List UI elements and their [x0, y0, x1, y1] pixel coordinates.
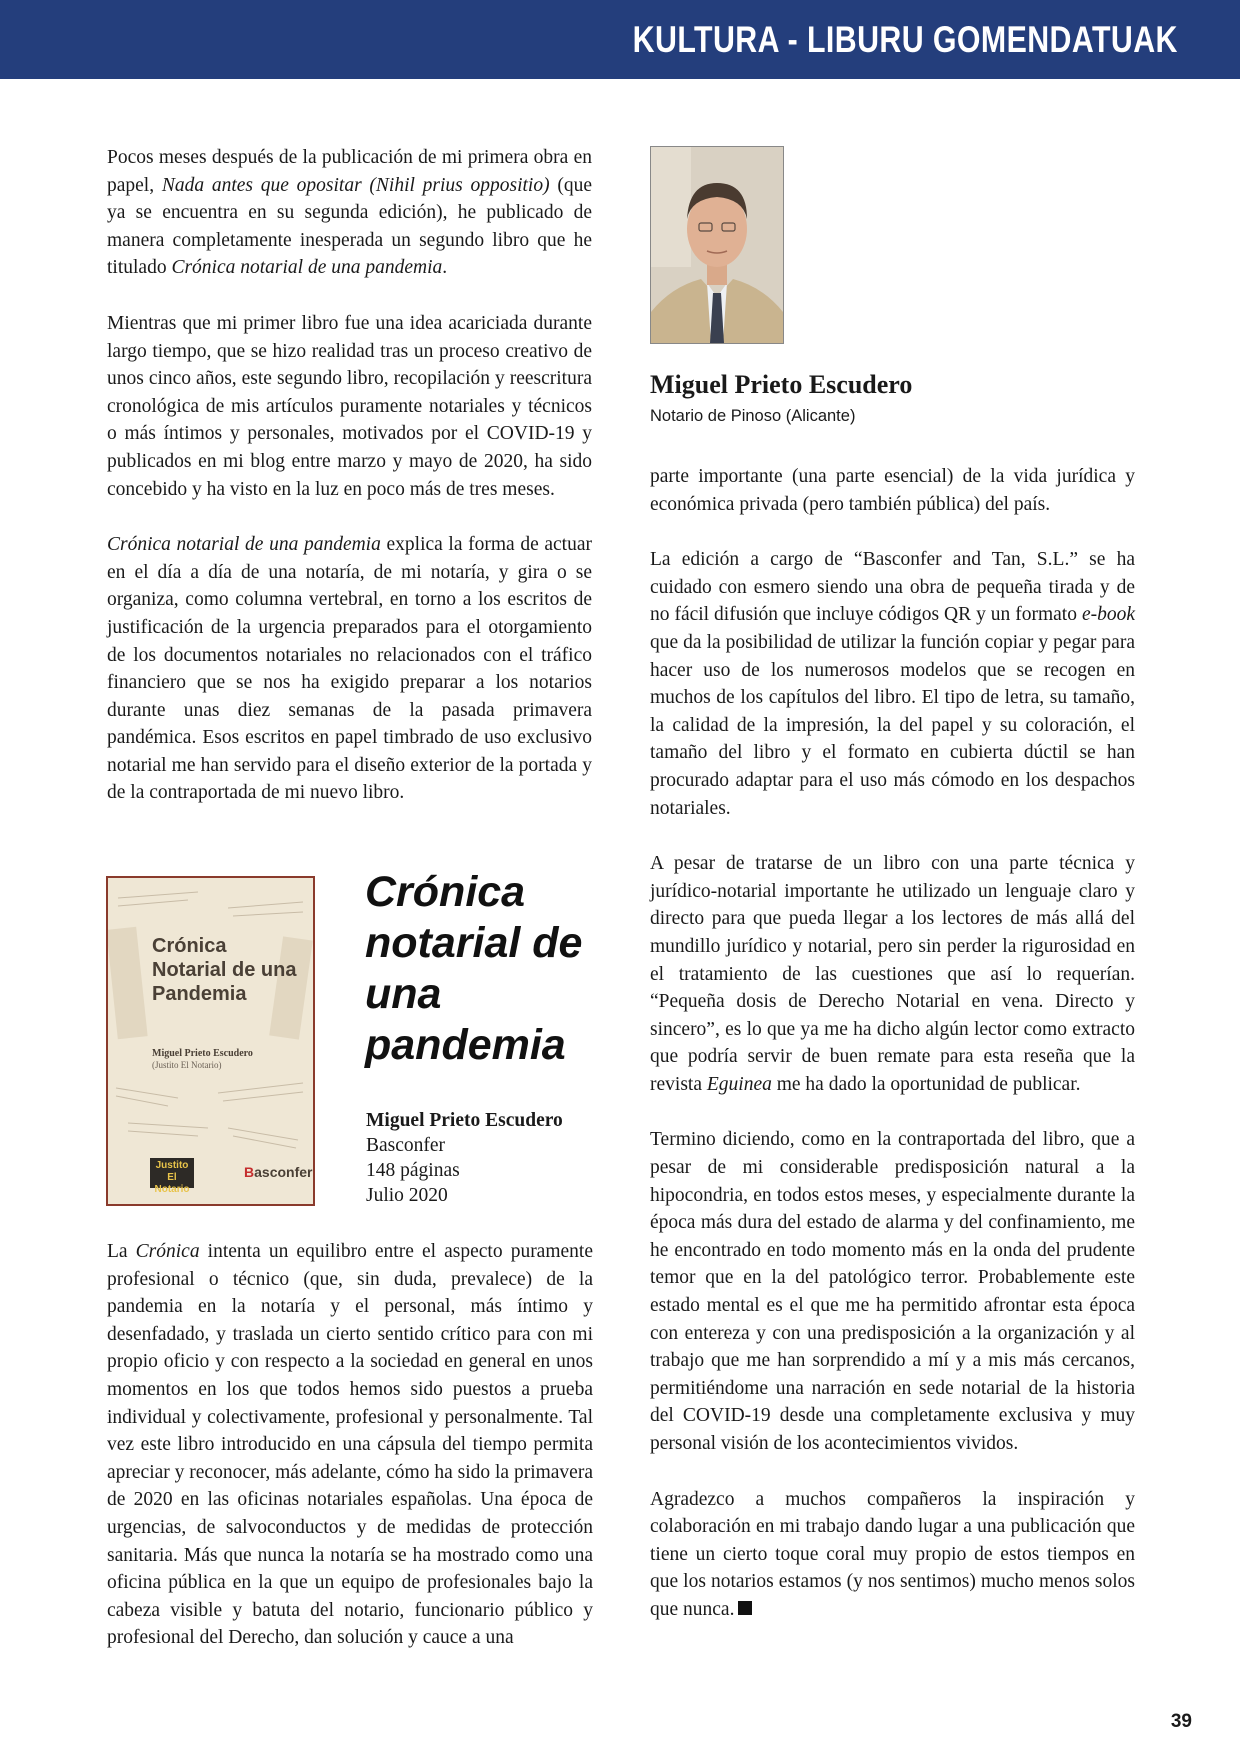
section-title: KULTURA - LIBURU GOMENDATUAK	[632, 19, 1178, 60]
cover-paper-texture	[108, 878, 313, 1204]
author-portrait-illustration	[651, 147, 783, 343]
basconfer-logo: Basconfer	[244, 1164, 313, 1180]
book-info	[366, 1108, 563, 1208]
cover-alias: (Justito El Notario)	[152, 1060, 222, 1070]
end-of-article-icon	[738, 1601, 752, 1615]
book-author: Miguel Prieto Escudero	[366, 1110, 563, 1131]
paragraph-1: Pocos meses después de la publicación de mi primera obra en papel, Nada antes que opositar (Nihil prius oppositio) (que ya se encuentra en su segunda edición), he publicado de manera completamente inesperada un segundo libro que he titulado Crónica notarial de una pandemia.	[107, 147, 592, 279]
cover-author: Miguel Prieto Escudero	[152, 1048, 253, 1059]
paragraph-7: A pesar de tratarse de un libro con una parte técnica y jurídico-notarial importante he utilizado un lenguaje claro y directo para que pueda llegar a los lectores de más allá del mundillo jurídico y notarial, pero sin perder la rigurosidad en el tratamiento de las cuestiones que así lo requerían. “Pequeña dosis de Derecho Notarial en vena. Directo y sincero”, es lo que ya me ha dicho algún lector como extracto que podría servir de buen remate para esta reseña que la revista Eguinea me ha dado la oportunidad de publicar.	[650, 853, 1135, 1095]
bottom-left-column	[107, 1238, 593, 1652]
book-date: Julio 2020	[366, 1185, 448, 1206]
paragraph-4: La Crónica intenta un equilibro entre el aspecto puramente profesional o técnico (que, sin duda, prevalece) de la pandemia en la notaría y el personal, más íntimo y desenfadado, y traslada un cierto sentido crítico para con mi propio oficio y con respecto a la sociedad en general en unos momentos en los que todos hemos sido puestos a prueba individual y colectivamente, profesional y personalmente. Tal vez este libro introducido en una cápsula del tiempo permita apreciar y reconocer, más adelante, cómo ha sido la primavera de 2020 en las oficinas notariales españolas. Una época de urgencias, de salvoconductos y de medidas de protección sanitaria. Más que nunca la notaría se ha mostrado como una oficina pública en la que un equipo de profesionales bajo la cabeza visible y batuta del notario, funcionario público y profesional del Derecho, dan solución y cauce a una	[107, 1241, 593, 1649]
book-publisher: Basconfer	[366, 1135, 446, 1156]
left-column	[107, 144, 592, 807]
book-cover	[106, 876, 315, 1206]
paragraph-5: parte importante (una parte esencial) de la vida jurídica y económica privada (pero también pública) del país.	[650, 466, 1135, 515]
book-title: Crónica notarial de una pandemia	[365, 868, 583, 1069]
paragraph-9: Agradezco a muchos compañeros la inspiración y colaboración en mi trabajo dando lugar a una publicación que tiene un cierto toque coral muy propio de estos tiempos en que los notarios estamos (y nos sentimos) mucho menos solos que nunca.	[650, 1488, 1135, 1620]
cover-title: Crónica Notarial de una Pandemia	[152, 935, 297, 1005]
section-header	[0, 0, 1240, 79]
page-number: 39	[1170, 1711, 1192, 1732]
author-name: Miguel Prieto Escudero	[650, 370, 913, 399]
author-role: Notario de Pinoso (Alicante)	[650, 407, 856, 425]
book-pages: 148 páginas	[366, 1160, 460, 1181]
paragraph-2: Mientras que mi primer libro fue una idea acariciada durante largo tiempo, que se hizo realidad tras un proceso creativo de unos cinco años, este segundo libro, recopilación y reescritura cronológica de mis artículos puramente notariales y técnicos o más íntimos y personales, motivados por el COVID-19 y publicados en mi blog entre marzo y mayo de 2020, ha sido concebido y ha visto en la luz en poco más de tres meses.	[107, 312, 592, 500]
paragraph-6: La edición a cargo de “Basconfer and Tan, S.L.” se ha cuidado con esmero siendo una obra de pequeña tirada y de no fácil difusión que incluye códigos QR y un formato e-book que da la posibilidad de utilizar la función copiar y pegar para hacer uso de los numerosos modelos que se recogen en muchos de los capítulos del libro. El tipo de letra, su tamaño, la calidad de la impresión, la del papel y su coloración, el tamaño del libro y el formato en cubierta dúctil se han procurado adaptar para el uso más cómodo en los despachos notariales.	[650, 549, 1135, 819]
justito-logo: Justito El Notario	[150, 1158, 194, 1188]
author-photo	[650, 146, 784, 344]
right-column	[650, 463, 1135, 1624]
paragraph-3: Crónica notarial de una pandemia explica la forma de actuar en el día a día de una notaría, de mi notaría, y gira o se organiza, como columna vertebral, en torno a los escritos de justificación de la urgencia preparados para el otorgamiento de los documentos notariales no relacionados con el tráfico financiero que se nos ha exigido preparar a los notarios durante unas diez semanas de la pasada primavera pandémica. Esos escritos en papel timbrado de uso exclusivo notarial me han servido para el diseño exterior de la portada y de la contraportada de mi nuevo libro.	[107, 534, 592, 804]
paragraph-8: Termino diciendo, como en la contraportada del libro, que a pesar de mi considerable predisposición natural a la hipocondria, en todos estos meses, y especialmente durante la época más dura del estado de alarma y del confinamiento, me he encontrado en todo momento más en la onda del prudente temor que en la del patológico terror. Probablemente este estado mental es el que me ha permitido afrontar esta época con entereza y con una predisposición a la organización y al trabajo que me han sorprendido a mí y a mis más cercanos, permitiéndome una narración en sede notarial de la historia del COVID-19 desde una completamente exclusiva y muy personal visión de los acontecimientos vividos.	[650, 1129, 1135, 1454]
